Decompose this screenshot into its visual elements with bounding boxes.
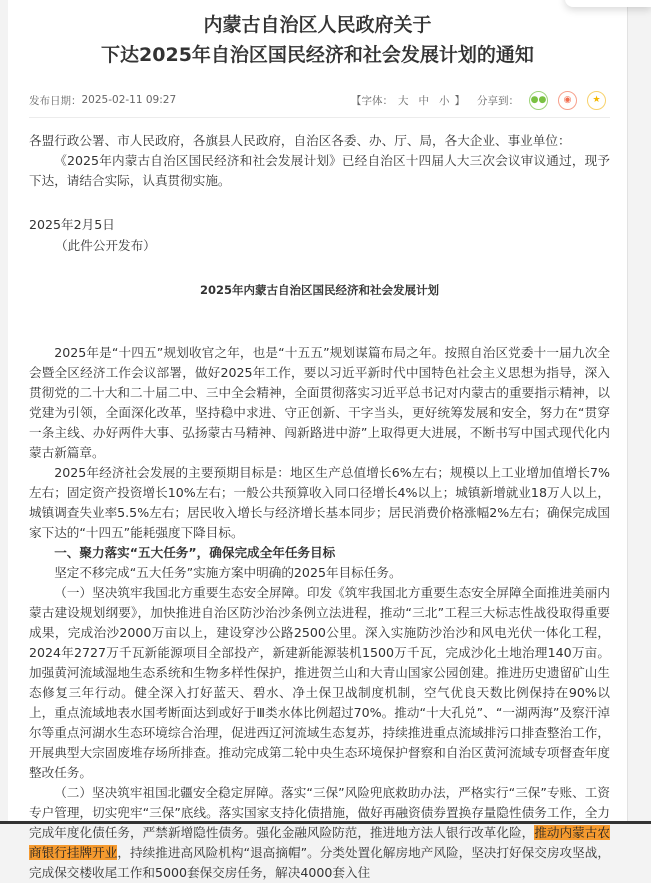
wechat-icon[interactable]: ●●: [529, 91, 548, 110]
highlighted-text: 推动内蒙古农商银行挂牌开业: [29, 825, 611, 860]
title-line-2: 下达2025年自治区国民经济和社会发展计划的通知: [101, 44, 534, 66]
publication-note: （此件公开发布）: [55, 238, 156, 253]
paragraph-targets: 2025年经济社会发展的主要预期目标是：地区生产总值增长6%左右；规模以上工业增加值增长7%左右；固定资产投资增长10%左右；一般公共预算收入同口径增长4%以上；城镇新增就业18万人以上，城镇调查失业率5.5%左右；居民收入增长与经济增长基本同步；居民消费价格涨幅2%左右；确保完成国家下达的“十四五”能耗强度下降目标。: [29, 465, 610, 540]
floating-toolbar-card: [565, 0, 651, 7]
document-heading: 2025年内蒙古自治区国民经济和社会发展计划: [199, 283, 439, 297]
font-size-control: [351, 93, 465, 108]
section-1-intro: 坚定不移完成“五大任务”实施方案中明确的2025年目标任务。: [54, 565, 402, 580]
paragraph-overview: 2025年是“十四五”规划收官之年，也是“十五五”规划谋篇布局之年。按照自治区党委十一届九次全会暨全区经济工作会议部署，做好2025年工作，要以习近平新时代中国特色社会主义思想为指导，深入贯彻党的二十大和二十届二中、三中全会精神，全面贯彻落实习近平总书记对内蒙古的重要指示精神，以党建为引领，全面深化改革，坚持稳中求进、守正创新、干字当头，更好统筹发展和安全，努力在“贯穿一条主线、办好两件大事、弘扬蒙古马精神、闯新路进中游”上取得更大进展，不断书写中国式现代化内蒙古新篇章。: [29, 345, 610, 460]
divider: [29, 117, 610, 118]
weibo-icon[interactable]: ◉: [558, 91, 577, 110]
section-1-heading: 一、聚力落实“五大任务”，确保完成全年任务目标: [54, 545, 336, 560]
page-title: [8, 10, 627, 70]
intro-paragraph: 《2025年内蒙古自治区国民经济和社会发展计划》已经自治区十四届人大三次会议审议通过，现予下达，请结合实际，认真贯彻实施。: [29, 153, 610, 188]
font-size-label-close: 】: [454, 94, 465, 107]
article-body: [29, 131, 610, 883]
font-medium-button[interactable]: 中: [418, 94, 429, 107]
meta-tools: [351, 91, 606, 110]
issue-date: 2025年2月5日: [29, 217, 115, 232]
item-1-paragraph: （一）坚决筑牢我国北方重要生态安全屏障。印发《筑牢我国北方重要生态安全屏障全面推进美丽内蒙古建设规划纲要》，加快推进自治区防沙治沙条例立法进程，推动“三北”工程三大标志性战役取得重要成果，完成治沙2000万亩以上，建设穿沙公路2500公里。深入实施防沙治沙和风电光伏一体化工程，2024年2727万千瓦新能源项目全部投产，新建新能源装机1500万千瓦，完成沙化土地治理140万亩。加强黄河流域湿地生态系统和生物多样性保护，推进贺兰山和大青山国家公园创建。推进历史遗留矿山生态修复三年行动。健全深入打好蓝天、碧水、净土保卫战制度机制，空气优良天数比例保持在90%以上，重点流域地表水国考断面达到或好于Ⅲ类水体比例超过70%。推动“十大孔兑”、“一湖两海”及察汗淖尔等重点河湖水生态环境综合治理，促进西辽河流域生态复苏，持续推进重点流域排污口排查整治工作，开展典型大宗固废堆存场所排查。推动完成第二轮中央生态环境保护督察和自治区黄河流域专项督查年度整改任务。: [29, 585, 610, 780]
salutation: 各盟行政公署、市人民政府，各旗县人民政府，自治区各委、办、厅、局，各大企业、事业单位：: [29, 133, 571, 148]
item-2-text-after: ，持续推进高风险机构“退高摘帽”。分类处置化解房地产风险，坚决打好保交房攻坚战，完成保交楼收尾工作和5000套保交房任务，解决4000套入住: [29, 845, 610, 880]
share-label: 分享到：: [477, 94, 519, 107]
publish-label: 发布日期：: [29, 94, 82, 107]
font-large-button[interactable]: 大: [398, 94, 409, 107]
title-line-1: 内蒙古自治区人民政府关于: [203, 14, 432, 36]
article-meta: [29, 90, 606, 110]
item-2-text-before: （二）坚决筑牢祖国北疆安全稳定屏障。落实“三保”风险兜底救助办法，严格实行“三保”专账、工资专户管理，切实兜牢“三保”底线。落实国家支持化债措施，做好再融资债券置换存量隐性债务工作，全力完成年度化债任务，严禁新增隐性债务。强化金融风险防范，推进地方法人银行改革化险，: [29, 785, 610, 840]
font-small-button[interactable]: 小: [439, 94, 450, 107]
favorite-star-icon[interactable]: ★: [587, 91, 606, 110]
publish-date: 2025-02-11 09:27: [81, 94, 177, 106]
item-2-paragraph: [29, 783, 610, 883]
font-size-label: 【字体：: [351, 94, 393, 107]
